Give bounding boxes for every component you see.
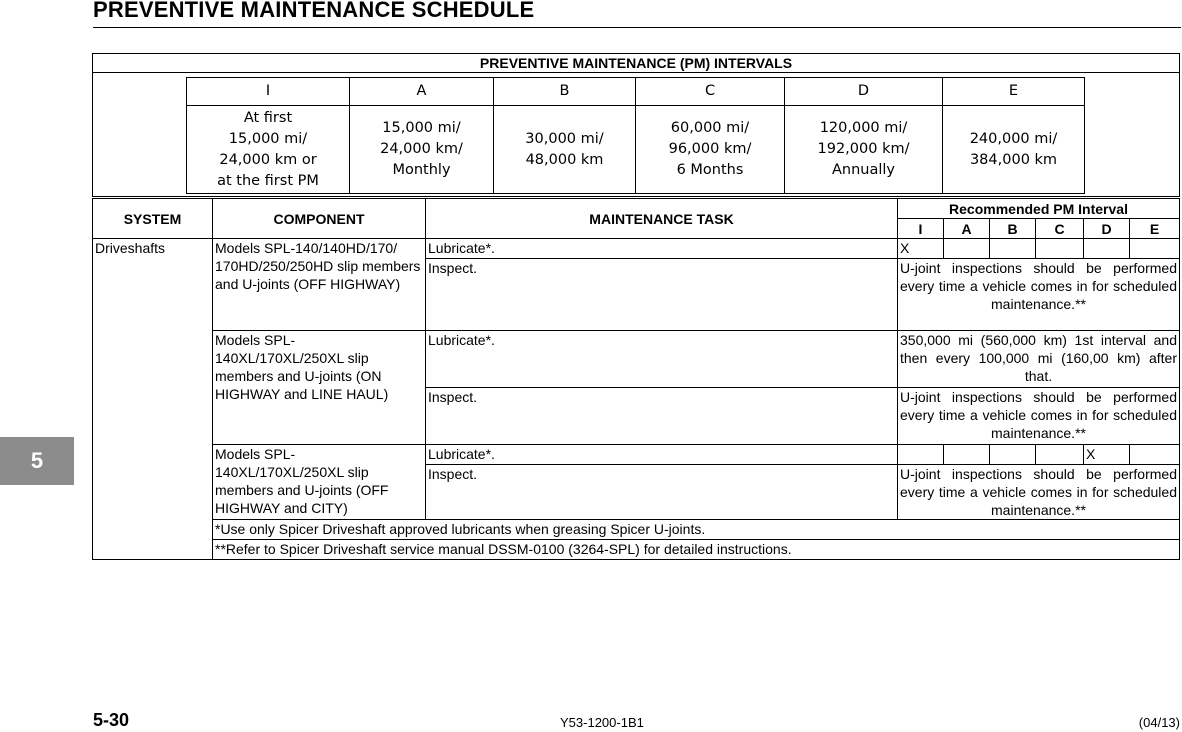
document-number: Y53-1200-1B1 [560,715,644,730]
page-title: PREVENTIVE MAINTENANCE SCHEDULE [93,0,535,22]
task-cell: Inspect. [426,465,898,520]
revision-date: (04/13) [1138,715,1180,730]
chapter-tab: 5 [0,437,74,485]
interval-note: U-joint inspections should be performed every time a vehicle comes in for scheduled maintenance.** [898,259,1180,331]
interval-label-a: A [350,78,494,106]
component-cell: Models SPL-140/140HD/170/ 170HD/250/250HD slip members and U-joints (OFF HIGHWAY) [213,239,426,331]
interval-mark [1036,445,1084,465]
header-interval-c: C [1036,219,1084,239]
footnote-lubricants: *Use only Spicer Driveshaft approved lubricants when greasing Spicer U-joints. [213,520,1180,540]
system-cell: Driveshafts [93,239,213,560]
interval-value-e: 240,000 mi/ 384,000 km [943,106,1085,194]
interval-label-i: I [187,78,350,106]
header-interval-b: B [990,219,1036,239]
component-cell: Models SPL-140XL/170XL/250XL slip members and U-joints (OFF HIGHWAY and CITY) [213,445,426,520]
page-number: 5-30 [93,710,130,730]
interval-value-c: 60,000 mi/ 96,000 km/ 6 Months [636,106,785,194]
interval-mark [1036,239,1084,259]
header-interval: Recommended PM Interval [898,199,1180,219]
header-interval-a: A [944,219,990,239]
interval-note: U-joint inspections should be performed every time a vehicle comes in for scheduled maintenance.** [898,388,1180,445]
interval-mark: X [1084,445,1130,465]
task-cell: Lubricate*. [426,445,898,465]
interval-mark [898,445,944,465]
pm-intervals-heading: PREVENTIVE MAINTENANCE (PM) INTERVALS [93,54,1179,73]
interval-value-d: 120,000 mi/ 192,000 km/ Annually [785,106,943,194]
header-component: COMPONENT [213,199,426,239]
task-cell: Inspect. [426,259,898,331]
footnote-service-manual: **Refer to Spicer Driveshaft service manual DSSM-0100 (3264-SPL) for detailed instructions. [213,540,1180,560]
interval-note: U-joint inspections should be performed every time a vehicle comes in for scheduled maintenance.** [898,465,1180,520]
interval-mark [1130,445,1180,465]
maintenance-table [92,198,1180,560]
interval-mark [1130,239,1180,259]
task-cell: Lubricate*. [426,331,898,388]
header-interval-i: I [898,219,944,239]
interval-note: 350,000 mi (560,000 km) 1st interval and then every 100,000 mi (160,00 km) after that. [898,331,1180,388]
interval-mark [1084,239,1130,259]
interval-label-b: B [494,78,636,106]
interval-value-b: 30,000 mi/ 48,000 km [494,106,636,194]
interval-label-e: E [943,78,1085,106]
interval-mark [990,239,1036,259]
header-interval-d: D [1084,219,1130,239]
header-system: SYSTEM [93,199,213,239]
pm-intervals-table [186,77,1085,194]
interval-value-a: 15,000 mi/ 24,000 km/ Monthly [350,106,494,194]
interval-mark [944,445,990,465]
interval-mark [944,239,990,259]
interval-mark: X [898,239,944,259]
interval-label-c: C [636,78,785,106]
interval-label-d: D [785,78,943,106]
task-cell: Inspect. [426,388,898,445]
title-rule [93,27,1181,28]
task-cell: Lubricate*. [426,239,898,259]
component-cell: Models SPL-140XL/170XL/250XL slip members and U-joints (ON HIGHWAY and LINE HAUL) [213,331,426,445]
interval-mark [990,445,1036,465]
header-task: MAINTENANCE TASK [426,199,898,239]
header-interval-e: E [1130,219,1180,239]
interval-value-i: At first 15,000 mi/ 24,000 km or at the first PM [187,106,350,194]
